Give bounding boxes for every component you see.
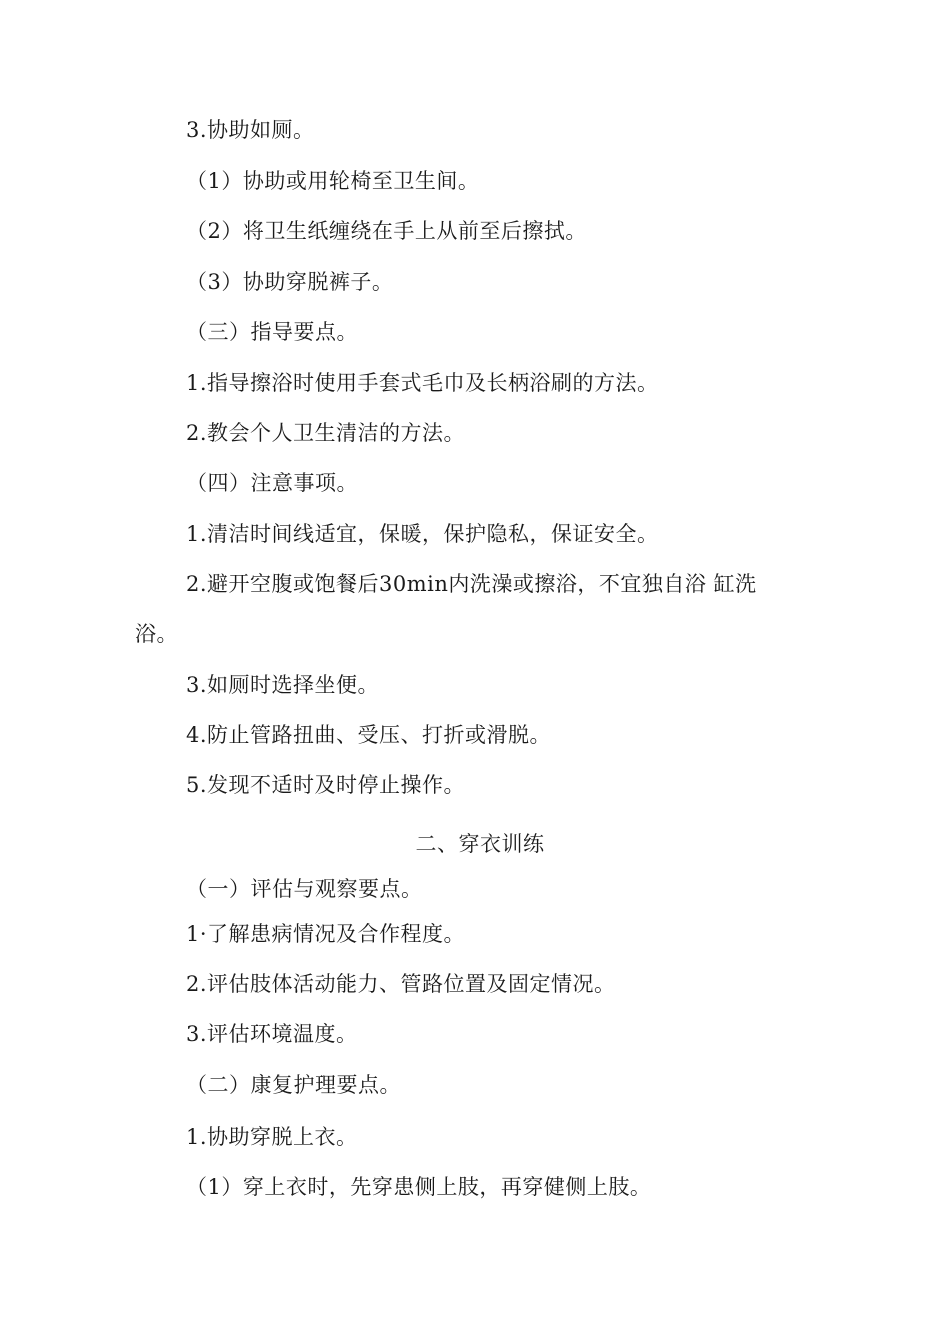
section-heading: （一）评估与观察要点。: [186, 877, 423, 901]
list-item: 5.发现不适时及时停止操作。: [186, 773, 466, 797]
chapter-title: 二、穿衣训练: [415, 832, 545, 856]
section-heading: （二）康复护理要点。: [186, 1073, 401, 1097]
section-heading: （四）注意事项。: [186, 471, 358, 495]
list-item-continuation: 浴。: [135, 622, 178, 646]
list-item: 1.指导擦浴时使用手套式毛巾及长柄浴刷的方法。: [186, 371, 659, 395]
list-item: 3.协助如厕。: [186, 118, 315, 142]
list-item: （2）将卫生纸缠绕在手上从前至后擦拭。: [186, 219, 587, 243]
section-heading: （三）指导要点。: [186, 320, 358, 344]
list-item: 2.评估肢体活动能力、管路位置及固定情况。: [186, 972, 616, 996]
list-item: 1·了解患病情况及合作程度。: [186, 922, 466, 946]
list-item: 1.清洁时间线适宜，保暖，保护隐私，保证安全。: [186, 522, 659, 546]
list-item: （1）协助或用轮椅至卫生间。: [186, 169, 480, 193]
list-item: （1）穿上衣时，先穿患侧上肢，再穿健侧上肢。: [186, 1175, 652, 1199]
list-item: 3.评估环境温度。: [186, 1022, 358, 1046]
list-item: 2.避开空腹或饱餐后30min内洗澡或擦浴，不宜独自浴 缸洗: [186, 572, 757, 596]
list-item: 4.防止管路扭曲、受压、打折或滑脱。: [186, 723, 552, 747]
list-item: 2.教会个人卫生清洁的方法。: [186, 421, 466, 445]
list-item: 3.如厕时选择坐便。: [186, 673, 380, 697]
list-item: 1.协助穿脱上衣。: [186, 1125, 358, 1149]
list-item: （3）协助穿脱裤子。: [186, 270, 394, 294]
